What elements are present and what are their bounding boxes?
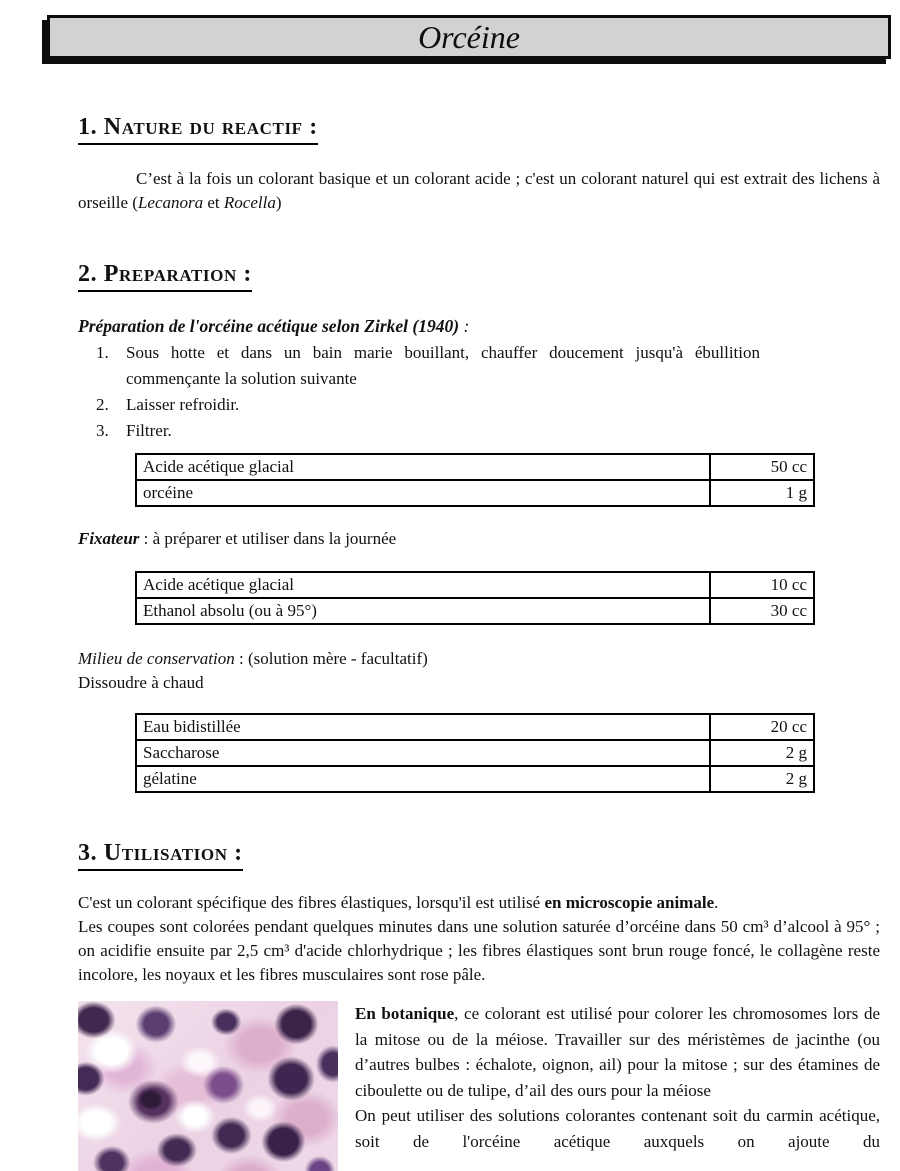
text-run: , ce colorant est utilisé pour colorer les chromosomes lors de la mitose ou de la méiose. Travailler sur des méristèmes de jacinthe (ou d’autres bulbes : échalote, oignon, ail) pour la mitose ; sur des étamines de ciboulette ou de tulipe, d’ail des ours pour la méiose	[355, 1004, 880, 1100]
preparation-subheading	[78, 314, 880, 338]
milieu-label: Milieu de conservation	[78, 649, 235, 668]
section1-heading	[78, 112, 880, 145]
section3-heading	[78, 838, 880, 871]
table-row	[136, 572, 814, 598]
text-run: C'est un colorant spécifique des fibres élastiques, lorsqu'il est utilisé	[78, 893, 545, 912]
table-cell-value: 30 cc	[710, 598, 814, 624]
table-cell-label: gélatine	[136, 766, 710, 792]
step-text: Laisser refroidir.	[126, 395, 240, 414]
species-name-rocella: Rocella	[223, 193, 276, 212]
table-row	[136, 766, 814, 792]
text-run: )	[275, 193, 282, 212]
section1-paragraph	[78, 167, 880, 215]
step-number: 1.	[96, 343, 109, 362]
text-run: et	[203, 193, 224, 212]
step-text: Sous hotte et dans un bain marie bouillant, chauffer doucement jusqu'à ébullition commençante la solution suivante	[126, 343, 760, 388]
bold-run-en-botanique: En botanique	[355, 1004, 455, 1023]
text-run: : (solution mère - facultatif)	[234, 649, 428, 668]
step-item	[78, 392, 880, 418]
table-row	[136, 598, 814, 624]
document-title: Orcéine	[418, 19, 520, 55]
table-cell-value: 2 g	[710, 740, 814, 766]
table-cell-label: Eau bidistillée	[136, 714, 710, 740]
bottom-block	[78, 1001, 880, 1171]
table-cell-label: orcéine	[136, 480, 710, 506]
table-row	[136, 480, 814, 506]
table-cell-value: 50 cc	[710, 454, 814, 480]
text-run: .	[714, 893, 719, 912]
bold-run-microscopie-animale: en microscopie animale	[544, 893, 715, 912]
section2-heading-text: 2. Preparation :	[78, 259, 252, 292]
table-cell-value: 10 cc	[710, 572, 814, 598]
document-content	[78, 0, 880, 1171]
section2-heading	[78, 259, 880, 292]
step-text: Filtrer.	[126, 421, 172, 440]
table-cell-value: 20 cc	[710, 714, 814, 740]
table-row	[136, 740, 814, 766]
preparation-steps-list	[78, 340, 880, 444]
table-row	[136, 454, 814, 480]
reagent-table-orceine	[135, 453, 815, 507]
reagent-table-fixateur	[135, 571, 815, 625]
step-item	[78, 340, 880, 392]
reagent-table-conservation	[135, 713, 815, 793]
table-cell-label: Saccharose	[136, 740, 710, 766]
subheading-bold: Préparation de l'orcéine acétique selon Zirkel (1940)	[78, 316, 460, 336]
on-peut-paragraph: On peut utiliser des solutions colorantes contenant soit du carmin acétique, soit de l'orcéine acétique auxquels on ajoute du	[355, 1106, 880, 1151]
step-item	[78, 418, 880, 444]
step-number: 3.	[96, 421, 109, 440]
species-name-lecanora: Lecanora	[137, 193, 204, 212]
table-cell-value: 1 g	[710, 480, 814, 506]
utilisation-paragraph-1	[78, 891, 880, 915]
table-row	[136, 714, 814, 740]
dissoudre-line: Dissoudre à chaud	[78, 673, 204, 692]
text-run: C’est à la fois un colorant basique et un colorant acide ; c'est un colorant naturel qui est extrait des lichens à orseille (	[78, 169, 880, 212]
microscopy-photo	[78, 1001, 338, 1171]
milieu-line	[78, 647, 880, 671]
utilisation-paragraphs	[78, 891, 880, 987]
section3-heading-text: 3. Utilisation :	[78, 838, 243, 871]
step-number: 2.	[96, 395, 109, 414]
fixateur-line	[78, 527, 880, 551]
subheading-tail: :	[459, 316, 470, 336]
table-cell-label: Acide acétique glacial	[136, 454, 710, 480]
table-cell-label: Ethanol absolu (ou à 95°)	[136, 598, 710, 624]
section1-heading-text: 1. Nature du reactif :	[78, 112, 318, 145]
text-run: : à préparer et utiliser dans la journée	[139, 529, 397, 548]
table-cell-value: 2 g	[710, 766, 814, 792]
utilisation-paragraph-2: Les coupes sont colorées pendant quelques minutes dans une solution saturée d’orcéine dans 50 cm³ d’alcool à 95° ; on acidifie ensuite par 2,5 cm³ d'acide chlorhydrique ; les fibres élastiques sont brun rouge foncé, le collagène reste incolore, les noyaux et les fibres musculaires sont rose pâle.	[78, 917, 880, 984]
table-cell-label: Acide acétique glacial	[136, 572, 710, 598]
fixateur-label: Fixateur	[78, 529, 140, 548]
